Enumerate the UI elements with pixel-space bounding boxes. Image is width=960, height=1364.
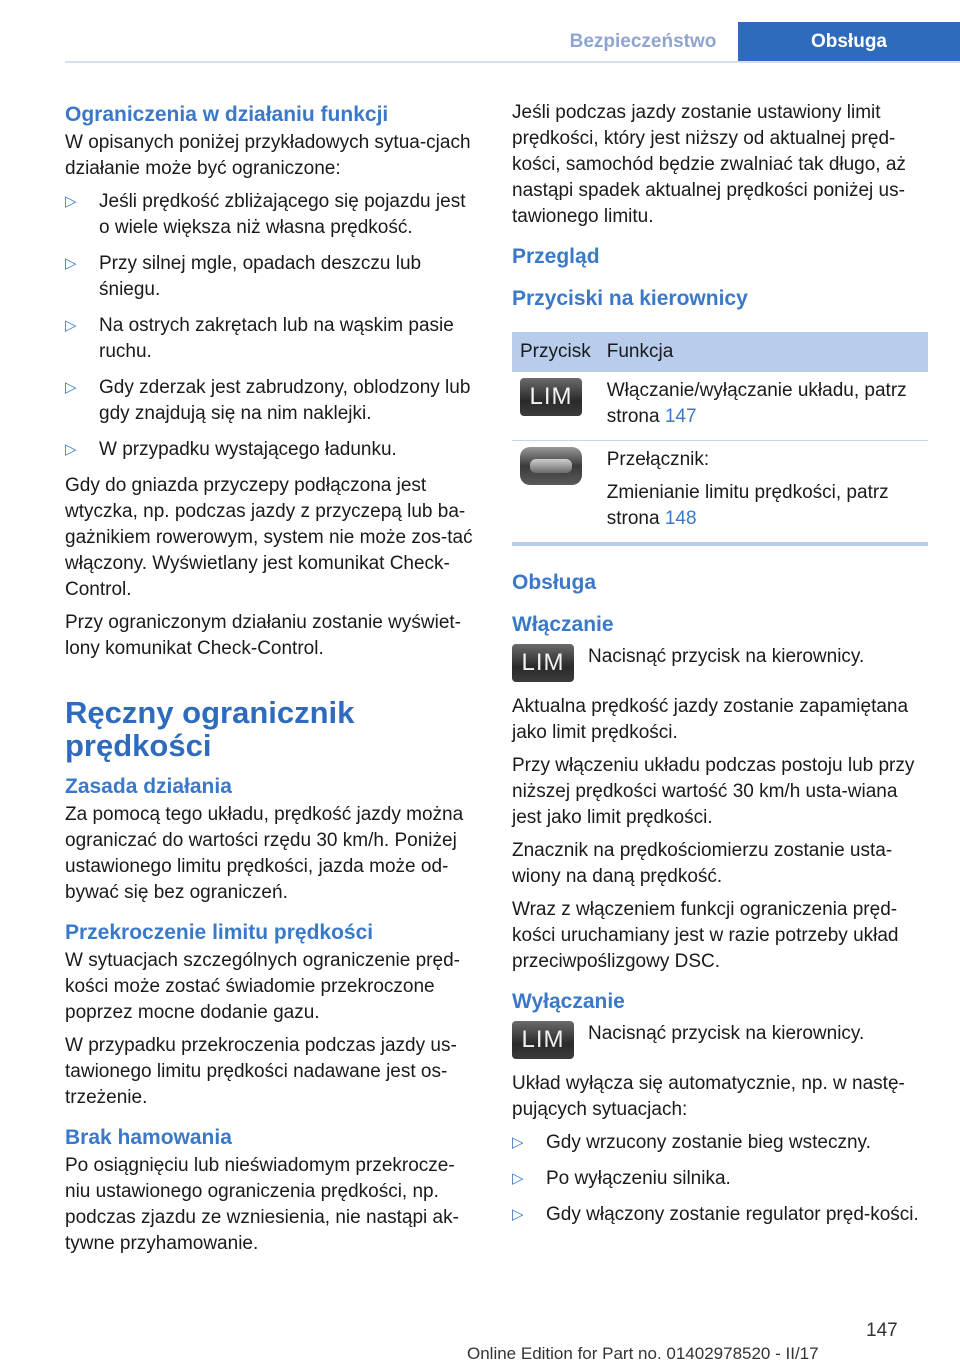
press-off-row [512, 1021, 930, 1059]
paragraph-on-1: Aktualna prędkość jazdy zostanie zapamiętana jako limit prędkości. [512, 696, 909, 743]
page-link-147[interactable]: 147 [664, 406, 697, 427]
row2-text-1: Przełącznik: [606, 449, 710, 470]
heading-operation: Obsługa [512, 571, 597, 594]
limits-list [65, 189, 480, 463]
heading-buttons: Przyciski na kierownicy [512, 287, 748, 310]
heading-manual-limiter: Ręczny ogranicznik prędkości [65, 695, 355, 763]
list-item: ▷ Gdy wrzucony zostanie bieg wsteczny. [512, 1130, 930, 1156]
lim-button-icon: LIM [520, 378, 582, 416]
triangle-bullet-icon: ▷ [65, 379, 77, 396]
tab-obsluga[interactable]: Obsługa [738, 22, 960, 62]
paragraph-principle: Za pomocą tego układu, prędkość jazdy można ograniczać do wartości rzędu 30 km/h. Poniżej ustawionego limitu prędkości, jazda może od-bywać się bez ograniczeń. [65, 804, 464, 903]
paragraph-no-brake: Po osiągnięciu lub nieświadomym przekrocze-niu ustawionego ograniczenia prędkości, np. podczas zjazdu ze wzniesienia, nie nastąpi ak-tywne przyhamowanie. [65, 1155, 459, 1254]
paragraph-on-3: Znacznik na prędkościomierzu zostanie usta-wiony na daną prędkość. [512, 840, 893, 887]
triangle-bullet-icon: ▷ [512, 1134, 524, 1151]
heading-limits: Ograniczenia w działaniu funkcji [65, 103, 389, 126]
paragraph-limited: Przy ograniczonym działaniu zostanie wyświet-lony komunikat Check-Control. [65, 612, 461, 659]
row1-text: Włączanie/wyłączanie układu, patrz strona [606, 380, 907, 427]
paragraph-top: Jeśli podczas jazdy zostanie ustawiony limit prędkości, który jest niższy od aktualnej pręd-kości, samochód będzie zwalniać tak długo, aż nastąpi spadek aktualnej prędkości poniżej us-tawionego limitu. [512, 102, 906, 227]
list-item: ▷ Na ostrych zakrętach lub na wąskim pasie ruchu. [65, 315, 454, 362]
triangle-bullet-icon: ▷ [512, 1206, 524, 1223]
header-divider [65, 61, 960, 63]
heading-no-brake: Brak hamowania [65, 1126, 232, 1149]
list-item: ▷ Gdy włączony zostanie regulator pręd-kości. [512, 1202, 930, 1228]
page-link-148[interactable]: 148 [664, 508, 697, 529]
buttons-table [512, 332, 928, 546]
page-number: 147 [866, 1320, 898, 1341]
heading-off: Wyłączanie [512, 990, 625, 1013]
list-item: ▷ Przy silnej mgle, opadach deszczu lub śniegu. [65, 253, 422, 300]
list-item: ▷ Gdy zderzak jest zabrudzony, oblodzony lub gdy znajdują się na nim naklejki. [65, 377, 471, 424]
heading-principle: Zasada działania [65, 775, 232, 798]
footer-edition: Online Edition for Part no. 01402978520 - II/17 [467, 1344, 819, 1363]
triangle-bullet-icon: ▷ [65, 441, 77, 458]
table-header-row [512, 332, 928, 372]
lim-button-icon: LIM [512, 1021, 574, 1059]
section-tabs [548, 22, 960, 62]
paragraph-on-2: Przy włączeniu układu podczas postoju lub przy niższej prędkości wartość 30 km/h usta-wiana jest jako limit prędkości. [512, 755, 915, 828]
triangle-bullet-icon: ▷ [65, 193, 77, 210]
right-column [512, 100, 930, 1238]
paragraph-intro: W opisanych poniżej przykładowych sytua-cjach działanie może być ograniczone: [65, 132, 471, 179]
triangle-bullet-icon: ▷ [512, 1170, 524, 1187]
triangle-bullet-icon: ▷ [65, 317, 77, 334]
press-on-text: Nacisnąć przycisk na kierownicy. [588, 646, 865, 667]
col-header-function: Funkcja [599, 332, 928, 372]
off-list [512, 1130, 930, 1228]
lim-button-icon: LIM [512, 644, 574, 682]
tab-bezpieczenstwo[interactable]: Bezpieczeństwo [569, 31, 717, 52]
list-item: ▷ Jeśli prędkość zbliżającego się pojazdu jest o wiele większa niż własna prędkość. [65, 191, 466, 238]
left-column [65, 100, 480, 1264]
press-on-row [512, 644, 930, 682]
paragraph-trailer: Gdy do gniazda przyczepy podłączona jest wtyczka, np. podczas jazdy z przyczepą lub ba-gażnikiem rowerowym, system nie może zos-tać włączony. Wyświetlany jest komunikat Check-Control. [65, 475, 473, 600]
row2-text-2: Zmienianie limitu prędkości, patrz strona [606, 482, 889, 529]
triangle-bullet-icon: ▷ [65, 255, 77, 272]
paragraph-exceed-1: W sytuacjach szczególnych ograniczenie pręd-kości może zostać świadomie przekroczone poprzez mocne dodanie gazu. [65, 950, 460, 1023]
paragraph-on-4: Wraz z włączeniem funkcji ograniczenia pręd-kości uruchamiany jest w razie potrzeby układ przeciwpoślizgowy DSC. [512, 899, 899, 972]
heading-overview: Przegląd [512, 245, 600, 268]
heading-on: Włączanie [512, 613, 614, 636]
paragraph-exceed-2: W przypadku przekroczenia podczas jazdy us-tawionego limitu prędkości nadawane jest os-trzeżenie. [65, 1035, 457, 1108]
table-row [512, 372, 928, 441]
list-item: ▷ W przypadku wystającego ładunku. [65, 437, 480, 463]
rocker-switch-icon [520, 447, 582, 485]
col-header-button: Przycisk [512, 332, 599, 372]
heading-exceed: Przekroczenie limitu prędkości [65, 921, 374, 944]
list-item: ▷ Po wyłączeniu silnika. [512, 1166, 930, 1192]
paragraph-off-1: Układ wyłącza się automatycznie, np. w nastę-pujących sytuacjach: [512, 1073, 905, 1120]
table-row [512, 441, 928, 545]
press-off-text: Nacisnąć przycisk na kierownicy. [588, 1023, 865, 1044]
